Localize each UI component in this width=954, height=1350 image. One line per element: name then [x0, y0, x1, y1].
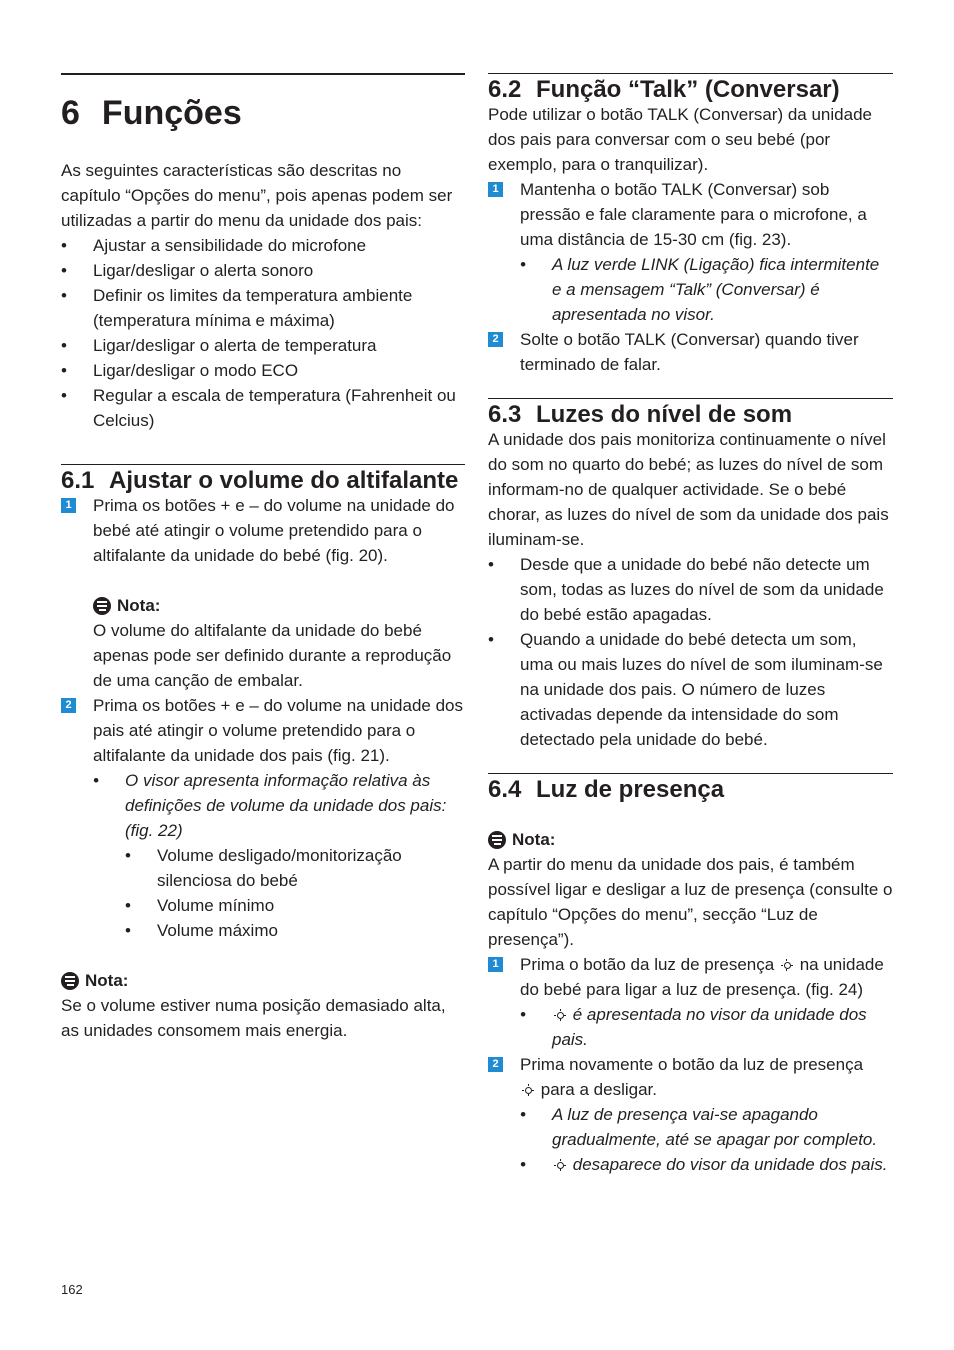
note-block	[488, 827, 893, 952]
step-2	[488, 327, 893, 377]
step-text: Solte o botão TALK (Conversar) quando tiver terminado de falar.	[520, 330, 859, 374]
step-1	[488, 177, 893, 327]
step-badge: 1	[61, 498, 76, 513]
section-intro: A unidade dos pais monitoriza continuamente o nível do som no quarto do bebé; as luzes do nível de som informam-no de qualquer actividade. Se o bebé chorar, as luzes do nível de som da unidade dos pais iluminam-se.	[488, 430, 889, 549]
night-light-icon	[554, 1009, 566, 1021]
step-text-part: para a desligar.	[540, 1080, 657, 1099]
step-text	[520, 1052, 893, 1102]
step-text-part: Prima novamente o botão da luz de presença	[520, 1055, 864, 1074]
right-column	[488, 73, 893, 1177]
step-text-part: Prima o botão da luz de presença	[520, 955, 775, 974]
volume-options	[125, 843, 465, 943]
step-text	[520, 952, 893, 1002]
note-icon	[488, 831, 506, 849]
section-6-2	[488, 74, 893, 377]
night-light-icon	[554, 1159, 566, 1171]
section-heading	[488, 777, 893, 802]
result-item	[520, 1002, 893, 1052]
section-intro: Pode utilizar o botão TALK (Conversar) da unidade dos pais para conversar com o seu bebé (por exemplo, para o tranquilizar).	[488, 105, 872, 174]
note-text: O volume do altifalante da unidade do bebé apenas pode ser definido durante a reprodução de uma canção de embalar.	[93, 621, 452, 690]
list-item: • Volume desligado/monitorização silenciosa do bebé	[125, 843, 465, 893]
section-6-4	[488, 774, 893, 1177]
list-item: • Volume mínimo	[125, 893, 465, 918]
left-column	[61, 73, 465, 1043]
step-2	[61, 693, 465, 943]
section-title: Ajustar o volume do altifalante	[109, 467, 459, 494]
step-1	[488, 952, 893, 1052]
section-6-3	[488, 399, 893, 752]
section-title: Luz de presença	[536, 776, 725, 803]
list-item: • Definir os limites da temperatura ambiente (temperatura mínima e máxima)	[61, 283, 465, 333]
section-heading	[488, 77, 893, 102]
result-list	[520, 1102, 893, 1177]
sound-light-list	[488, 552, 893, 752]
list-item: • Ligar/desligar o alerta de temperatura	[61, 333, 465, 358]
step-badge: 2	[61, 698, 76, 713]
section-number: 6.4	[488, 776, 522, 803]
note-heading	[61, 968, 465, 993]
feature-list	[61, 233, 465, 433]
section-number: 6.1	[61, 467, 95, 494]
section-number: 6.3	[488, 401, 522, 428]
result-text: desaparece do visor da unidade dos pais.	[572, 1155, 888, 1174]
section-number: 6.2	[488, 76, 522, 103]
step-text: Prima os botões + e – do volume na unidade do bebé até atingir o volume pretendido para o altifalante da unidade do bebé (fig. 20).	[93, 496, 455, 565]
list-item: • Ligar/desligar o modo ECO	[61, 358, 465, 383]
note-icon	[61, 972, 79, 990]
step-badge: 2	[488, 332, 503, 347]
section-heading	[61, 468, 465, 493]
section-heading	[488, 402, 893, 427]
step-1	[61, 493, 465, 568]
step-badge: 1	[488, 957, 503, 972]
page-number: 162	[61, 1282, 83, 1297]
chapter-number: 6	[61, 94, 80, 132]
note-text: Se o volume estiver numa posição demasiado alta, as unidades consomem mais energia.	[61, 996, 446, 1040]
list-item: • Volume máximo	[125, 918, 465, 943]
section-title: Luzes do nível de som	[536, 401, 793, 428]
result-item: • O visor apresenta informação relativa às definições de volume da unidade dos pais: (fig. 22)	[93, 768, 465, 843]
section-6-1	[61, 465, 465, 1043]
step-text: Mantenha o botão TALK (Conversar) sob pressão e fale claramente para o microfone, a uma distância de 15-30 cm (fig. 23).	[520, 180, 867, 249]
result-item: • A luz verde LINK (Ligação) fica intermitente e a mensagem “Talk” (Conversar) é apresentada no visor.	[520, 252, 893, 327]
list-item: • Ajustar a sensibilidade do microfone	[61, 233, 465, 258]
chapter-rule	[61, 73, 465, 75]
step-2	[488, 1052, 893, 1177]
list-item: • Desde que a unidade do bebé não detecte um som, todas as luzes do nível de som da unidade do bebé estão apagadas.	[488, 552, 893, 627]
result-list	[93, 768, 465, 843]
night-light-icon	[522, 1084, 534, 1096]
note-text: A partir do menu da unidade dos pais, é também possível ligar e desligar a luz de presença (consulte o capítulo “Opções do menu”, secção “Luz de presença”).	[488, 855, 893, 949]
list-item: • Quando a unidade do bebé detecta um som, uma ou mais luzes do nível de som iluminam-se na unidade dos pais. O número de luzes activadas depende da intensidade do som detectado pela unidade do bebé.	[488, 627, 893, 752]
note-block	[61, 593, 465, 693]
step-badge: 2	[488, 1057, 503, 1072]
chapter-title-text: Funções	[101, 94, 242, 132]
note-label: Nota:	[117, 596, 161, 615]
list-item: • Regular a escala de temperatura (Fahrenheit ou Celcius)	[61, 383, 465, 433]
section-title: Função “Talk” (Conversar)	[536, 76, 840, 103]
chapter-intro: As seguintes características são descritas no capítulo “Opções do menu”, pois apenas podem ser utilizadas a partir do menu da unidade dos pais:	[61, 161, 453, 230]
step-badge: 1	[488, 182, 503, 197]
note-label: Nota:	[512, 830, 556, 849]
result-item: • A luz de presença vai-se apagando gradualmente, até se apagar por completo.	[520, 1102, 893, 1152]
step-text: Prima os botões + e – do volume na unidade dos pais até atingir o volume pretendido para o altifalante da unidade dos pais (fig. 21).	[93, 696, 463, 765]
result-list	[520, 252, 893, 327]
chapter-title	[61, 93, 465, 133]
list-item: • Ligar/desligar o alerta sonoro	[61, 258, 465, 283]
result-text: é apresentada no visor da unidade dos pais.	[552, 1005, 867, 1049]
note-block	[61, 968, 465, 1043]
note-heading	[488, 827, 893, 852]
note-label: Nota:	[85, 971, 129, 990]
step-text-part: na unidade do bebé para ligar a luz de presença. (fig. 24)	[520, 955, 884, 999]
note-icon	[93, 597, 111, 615]
note-heading	[93, 593, 465, 618]
result-list	[520, 1002, 893, 1052]
night-light-icon	[781, 959, 793, 971]
result-item	[520, 1152, 893, 1177]
